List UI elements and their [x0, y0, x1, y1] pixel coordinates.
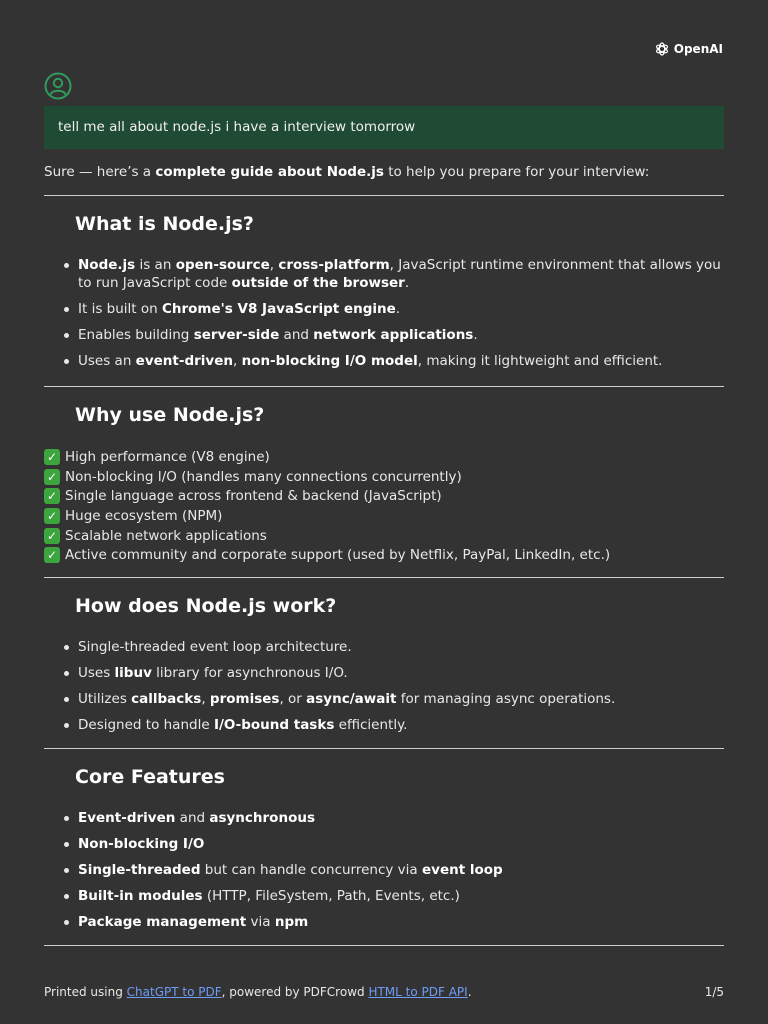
list-item: Uses an event-driven, non-blocking I/O model, making it lightweight and efficient.	[78, 352, 724, 378]
check-mark-icon: ✓	[44, 469, 60, 485]
check-item: ✓ High performance (V8 engine)	[44, 447, 724, 467]
openai-brand	[654, 41, 723, 57]
check-item: ✓ Non-blocking I/O (handles many connections concurrently)	[44, 467, 724, 487]
list-item: Node.js is an open-source, cross-platform, JavaScript runtime environment that allows you to run JavaScript code outside of the browser.	[78, 256, 724, 300]
check-mark-icon: ✓	[44, 547, 60, 563]
check-mark-icon: ✓	[44, 508, 60, 524]
brand-name: OpenAI	[673, 42, 723, 56]
footer-credit: Printed using ChatGPT to PDF, powered by PDFCrowd HTML to PDF API.	[44, 985, 472, 999]
check-item: ✓ Active community and corporate support (used by Netflix, PayPal, LinkedIn, etc.)	[44, 545, 724, 565]
check-item: ✓ Huge ecosystem (NPM)	[44, 506, 724, 526]
user-prompt: tell me all about node.js i have a interview tomorrow	[44, 106, 724, 149]
html-to-pdf-api-link[interactable]: HTML to PDF API	[368, 985, 468, 999]
check-mark-icon: ✓	[44, 488, 60, 504]
page-number: 1/5	[704, 985, 724, 999]
heading-how-nodejs-works: How does Node.js work?	[75, 595, 337, 617]
check-item: ✓ Scalable network applications	[44, 526, 724, 546]
list-item: Utilizes callbacks, promises, or async/await for managing async operations.	[78, 690, 724, 716]
list-item: Built-in modules (HTTP, FileSystem, Path, Events, etc.)	[78, 887, 724, 913]
divider	[44, 748, 724, 749]
list-item: Uses libuv library for asynchronous I/O.	[78, 664, 724, 690]
openai-logo-icon	[654, 41, 670, 57]
list-item: Non-blocking I/O	[78, 835, 724, 861]
list-item: Enables building server-side and network applications.	[78, 326, 724, 352]
chatgpt-to-pdf-link[interactable]: ChatGPT to PDF	[126, 985, 222, 999]
intro-text: Sure — here’s a complete guide about Node.js to help you prepare for your interview:	[44, 164, 650, 180]
divider	[44, 195, 724, 196]
heading-what-is-nodejs: What is Node.js?	[75, 213, 254, 235]
list-what-is-nodejs	[78, 256, 724, 378]
footer	[44, 985, 724, 999]
list-item: Single-threaded event loop architecture.	[78, 638, 724, 664]
list-item: Single-threaded but can handle concurrency via event loop	[78, 861, 724, 887]
checklist-why-use-nodejs	[44, 447, 724, 565]
check-item: ✓ Single language across frontend & backend (JavaScript)	[44, 486, 724, 506]
list-item: Designed to handle I/O-bound tasks efficiently.	[78, 716, 724, 742]
check-mark-icon: ✓	[44, 449, 60, 465]
list-item: Event-driven and asynchronous	[78, 809, 724, 835]
heading-why-use-nodejs: Why use Node.js?	[75, 404, 265, 426]
check-mark-icon: ✓	[44, 528, 60, 544]
list-item: It is built on Chrome's V8 JavaScript engine.	[78, 300, 724, 326]
list-how-nodejs-works	[78, 638, 724, 742]
list-core-features	[78, 809, 724, 939]
heading-core-features: Core Features	[75, 766, 225, 788]
divider	[44, 386, 724, 387]
divider	[44, 945, 724, 946]
list-item: Package management via npm	[78, 913, 724, 939]
divider	[44, 577, 724, 578]
user-avatar-icon	[44, 72, 72, 100]
